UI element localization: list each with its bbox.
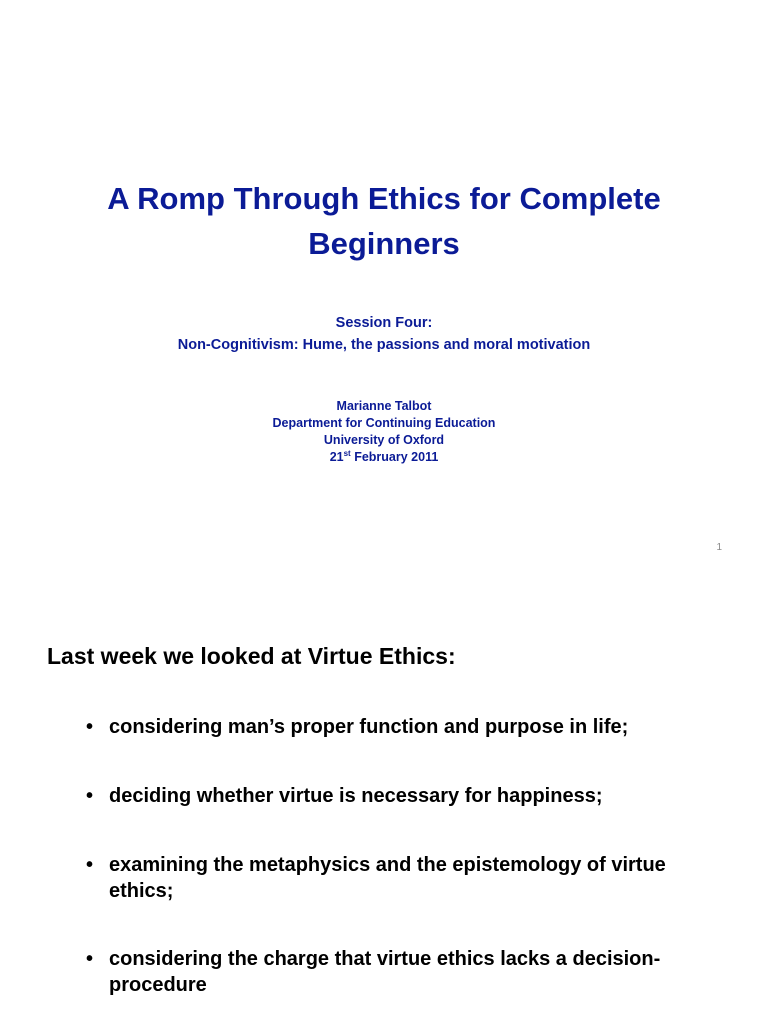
- slide-title: [40, 176, 728, 266]
- bullet-dot-icon: •: [86, 716, 94, 738]
- bullet-item-4: [86, 946, 726, 998]
- date-day: 21: [329, 450, 344, 464]
- university-name: University of Oxford: [323, 433, 445, 447]
- department-name: Department for Continuing Education: [272, 416, 496, 430]
- bullet-text-4: considering the charge that virtue ethics lacks a decision-procedure: [109, 948, 661, 996]
- bullet-text-3: examining the metaphysics and the epistemology of virtue ethics;: [109, 854, 666, 902]
- author-block: [40, 398, 728, 466]
- slide-number: 1: [716, 542, 722, 553]
- bullet-item-3: [86, 852, 726, 904]
- bullet-text-2: deciding whether virtue is necessary for happiness;: [109, 785, 603, 807]
- bullet-dot-icon: •: [86, 854, 94, 876]
- session-subtitle: Non-Cognitivism: Hume, the passions and moral motivation: [177, 337, 591, 353]
- slide-2: [0, 580, 768, 1024]
- presentation-date: [40, 449, 728, 466]
- slide-heading: Last week we looked at Virtue Ethics:: [47, 643, 456, 669]
- date-rest: February 2011: [350, 450, 439, 464]
- author-name: Marianne Talbot: [336, 399, 432, 413]
- bullet-dot-icon: •: [86, 785, 94, 807]
- title-line-2: Beginners: [308, 226, 460, 261]
- session-label: Session Four:: [335, 315, 433, 331]
- session-block: [40, 312, 728, 356]
- bullet-item-2: [86, 783, 726, 809]
- title-line-1: A Romp Through Ethics for Complete: [107, 181, 661, 216]
- bullet-text-1: considering man’s proper function and purpose in life;: [109, 716, 629, 738]
- bullet-list: [86, 714, 726, 1024]
- bullet-item-1: [86, 714, 726, 740]
- date-suffix: st: [343, 448, 351, 458]
- bullet-dot-icon: •: [86, 948, 94, 970]
